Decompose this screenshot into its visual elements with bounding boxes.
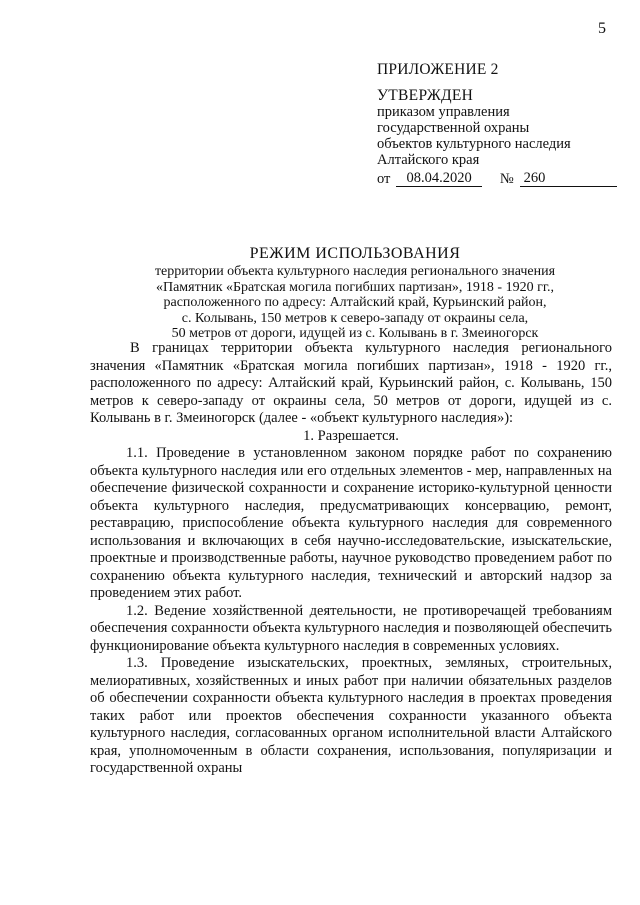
approval-line: приказом управления xyxy=(377,104,510,120)
approval-line: государственной охраны xyxy=(377,120,530,136)
section-heading: 1. Разрешается. xyxy=(303,427,399,444)
clause-1-2: 1.2. Ведение хозяйственной деятельности, не противоречащей требованиям обеспечения сохранности объекта культурного наследия и позволяющей обеспечить функционирование объекта культурного наследия в современных условиях. xyxy=(90,602,612,654)
page-number: 5 xyxy=(598,20,606,37)
approval-block xyxy=(377,62,617,187)
intro-paragraph: В границах территории объекта культурного наследия регионального значения «Памятник «Братская могила погибших партизан», 1918 - 1920 гг., расположенного по адресу: Алтайский край, Курьинский район, с. Колывань, 150 метров к северо-западу от окраины села, 50 метров от дороги, идущей из с. Колывань в г. Змеиногорск (далее - «объект культурного наследия»): xyxy=(90,340,612,426)
document-title: РЕЖИМ ИСПОЛЬЗОВАНИЯ xyxy=(249,245,461,262)
document-title-block xyxy=(90,245,620,342)
order-date-row xyxy=(377,170,617,187)
order-number: 260 xyxy=(520,170,617,187)
approval-line: Алтайского края xyxy=(377,152,480,168)
clause-1-3: 1.3. Проведение изыскательских, проектных, земляных, строительных, мелиоративных, хозяйственных и иных работ при наличии обязательных разделов об обеспечении сохранности объекта культурного наследия в проектах проведения таких работ или проектов обеспечения сохранности указанного объекта культурного наследия, согласованных органом исполнительной власти Алтайского края, уполномоченным в области сохранения, использования, популяризации и государственной охраны xyxy=(90,655,612,776)
from-label: от xyxy=(377,171,391,187)
title-subline: территории объекта культурного наследия регионального значения xyxy=(154,264,556,279)
number-sign: № xyxy=(499,171,514,187)
appendix-title: ПРИЛОЖЕНИЕ 2 xyxy=(377,61,499,78)
order-date: 08.04.2020 xyxy=(396,170,481,187)
approved-heading: УТВЕРЖДЕН xyxy=(377,87,474,104)
approval-line: объектов культурного наследия xyxy=(377,136,571,152)
clause-1-1: 1.1. Проведение в установленном законом порядке работ по сохранению объекта культурного наследия или его отдельных элементов - мер, направленных на обеспечение физической сохранности и сохранение историко-культурной ценности объекта культурного наследия, предусматривающих консервацию, ремонт, реставрацию, приспособление объекта культурного наследия для современного использования и включающих в себя научно-исследовательские, изыскательские, проектные и производственные работы, научное руководство проведением работ по сохранению объекта культурного наследия, технический и авторский надзор за проведением этих работ. xyxy=(90,445,612,601)
title-subline: 50 метров от дороги, идущей из с. Колывань в г. Змеиногорск xyxy=(171,326,539,341)
title-subline: «Памятник «Братская могила погибших партизан», 1918 - 1920 гг., xyxy=(155,279,554,295)
title-subline: с. Колывань, 150 метров к северо-западу от окраины села, xyxy=(181,310,529,326)
title-subline: расположенного по адресу: Алтайский край, Курьинский район, xyxy=(163,295,547,310)
document-body xyxy=(90,340,612,778)
